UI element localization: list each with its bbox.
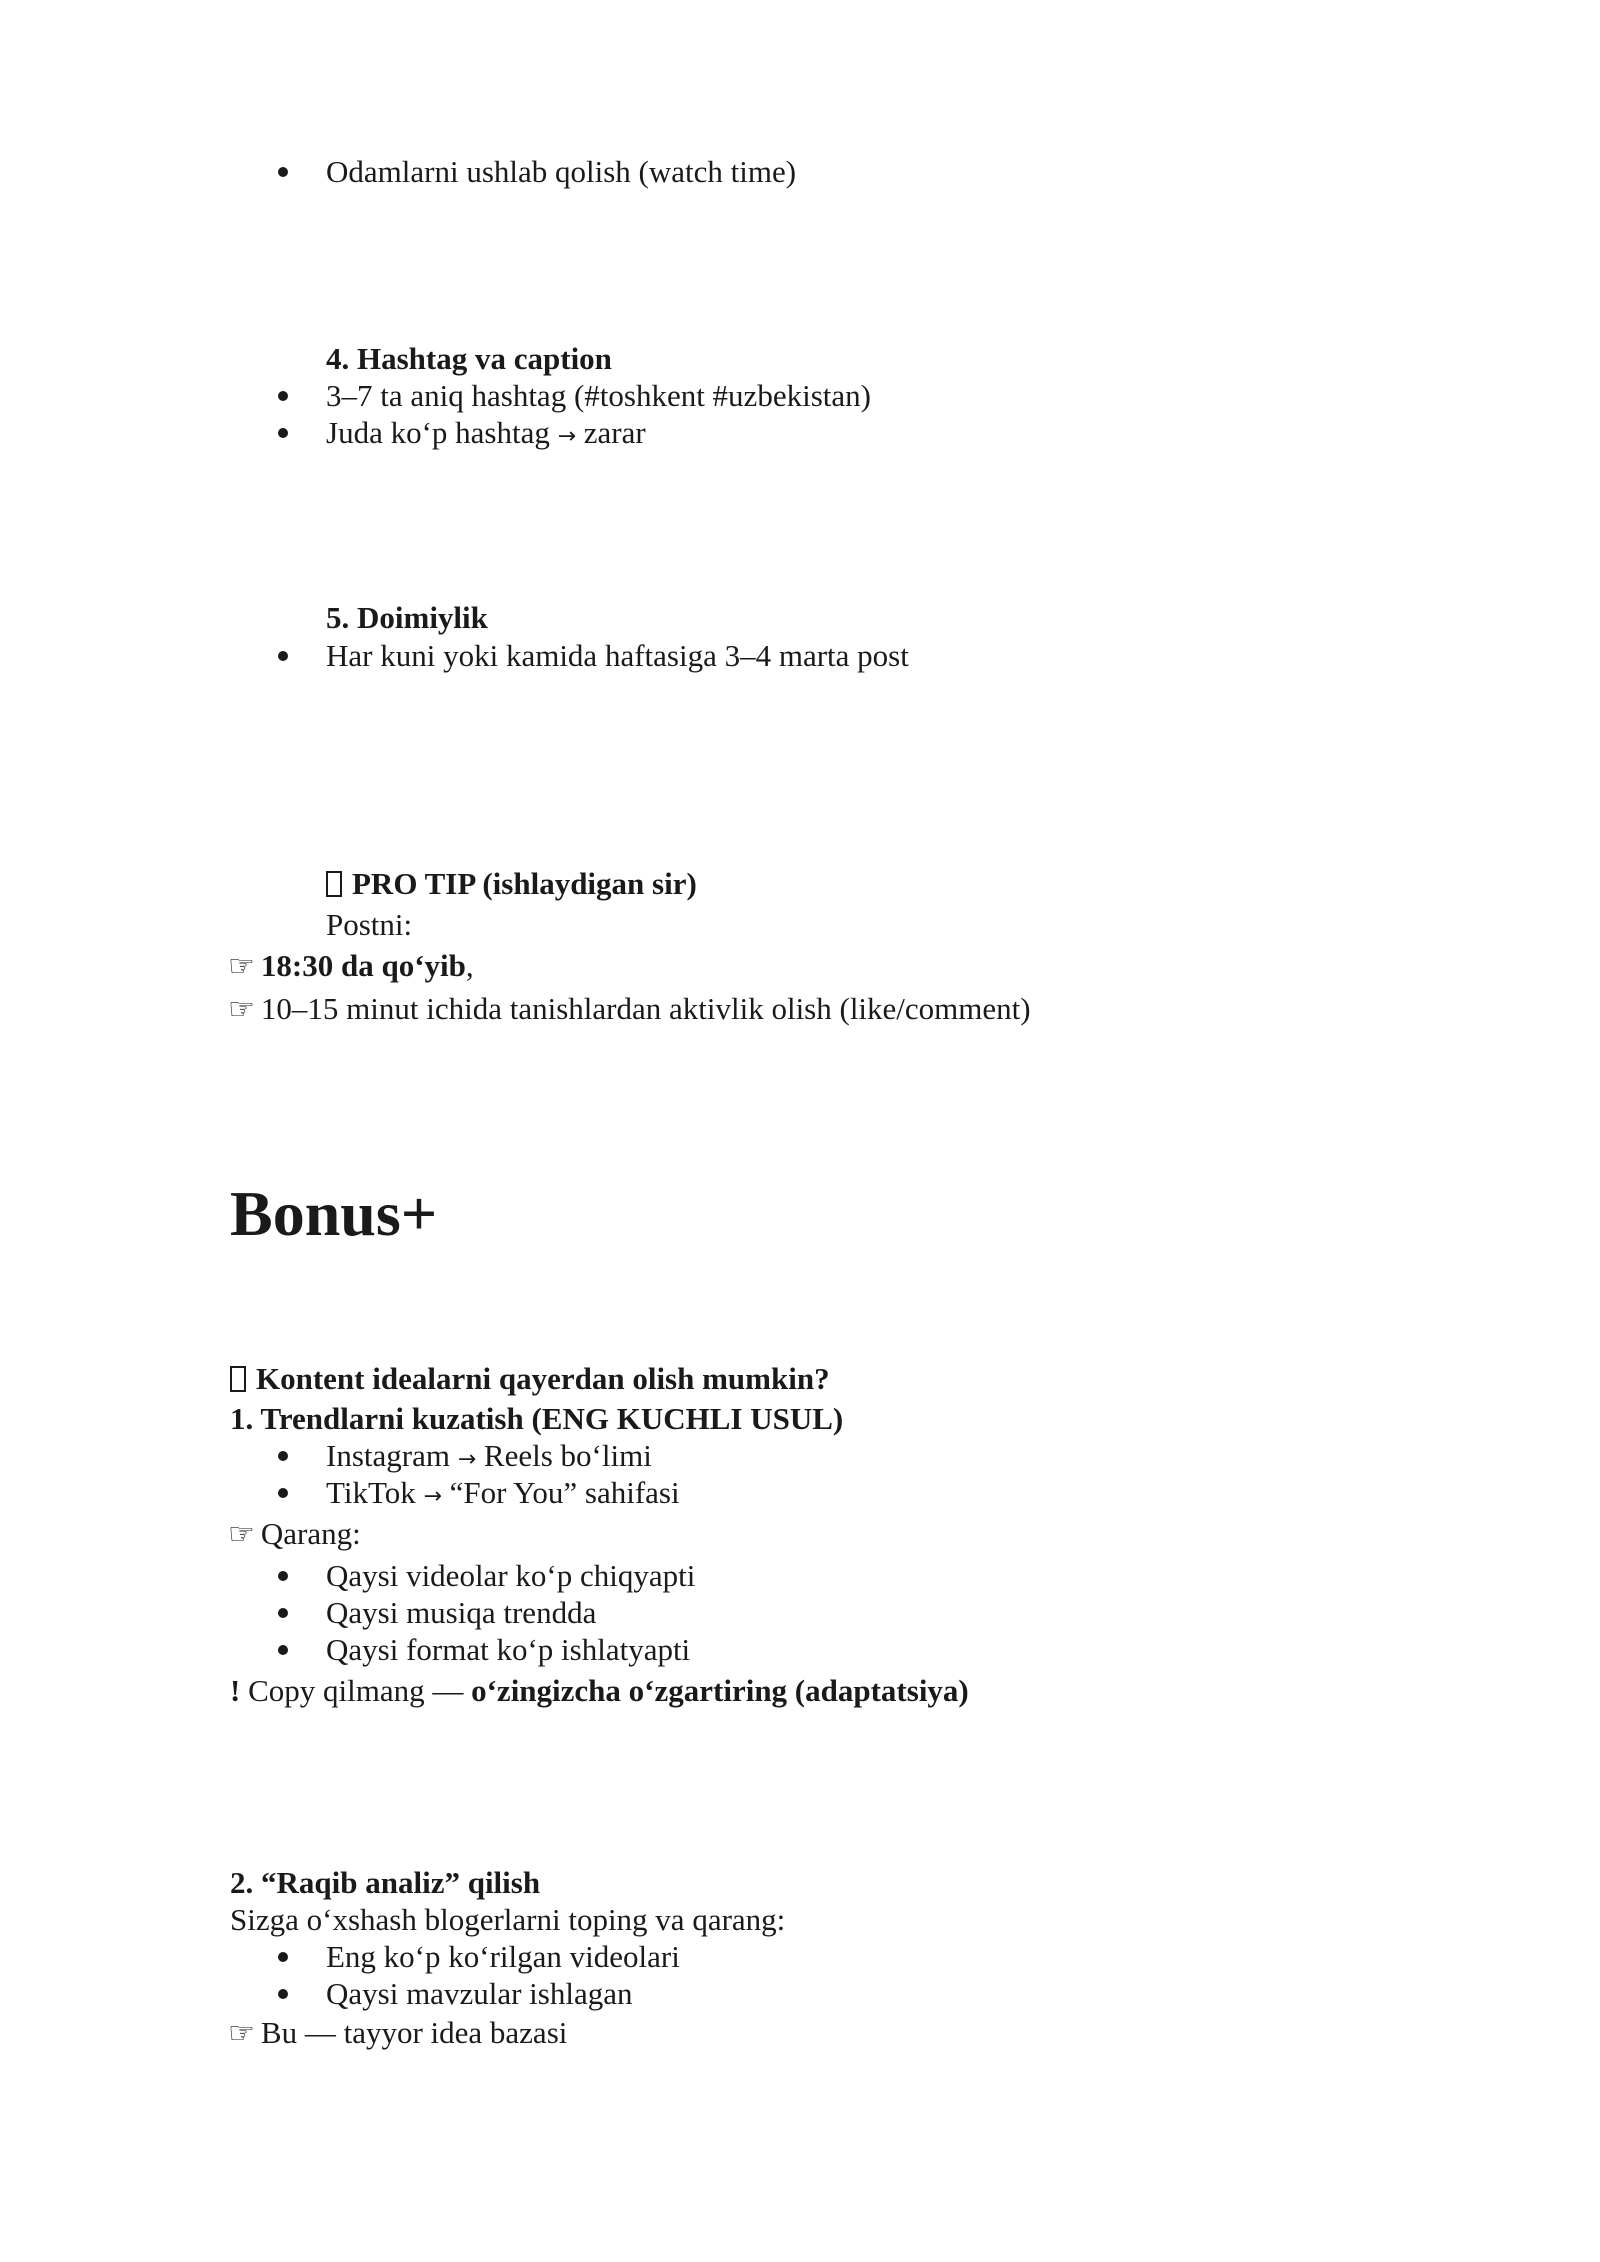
conclusion-line — [228, 2014, 567, 2053]
bullet-dot — [278, 1989, 288, 1999]
paragraph: Sizga oʻxshash blogerlarni toping va qarang: — [230, 1902, 786, 1937]
list-item — [326, 414, 646, 456]
list-item: Har kuni yoki kamida haftasiga 3–4 marta post — [326, 638, 909, 673]
missing-glyph-icon — [230, 1366, 246, 1392]
list-item — [326, 1437, 652, 1479]
section-heading: 5. Doimiylik — [326, 600, 488, 635]
list-item-text: TikTok — [326, 1475, 416, 1510]
bullet-dot — [278, 1488, 288, 1498]
arrow-right-icon: → — [423, 1484, 442, 1509]
section-heading: 2. “Raqib analiz” qilish — [230, 1865, 541, 1900]
protip-heading — [326, 865, 697, 903]
section-heading — [230, 1360, 830, 1398]
bullet-dot — [278, 1571, 288, 1581]
bullet-dot — [278, 1645, 288, 1655]
list-item: Qaysi format koʻp ishlatyapti — [326, 1632, 691, 1667]
list-item: Qaysi videolar koʻp chiqyapti — [326, 1558, 696, 1593]
protip-comma: , — [465, 948, 474, 983]
pointing-hand-icon: ☞ — [228, 2016, 255, 2051]
list-item: Odamlarni ushlab qolish (watch time) — [326, 154, 797, 189]
protip-heading-text: PRO TIP (ishlaydigan sir) — [352, 866, 697, 901]
list-item-text: zarar — [583, 415, 646, 450]
list-item: Qaysi musiqa trendda — [326, 1595, 597, 1630]
protip-line — [228, 947, 474, 986]
protip-intro: Postni: — [326, 907, 413, 942]
protip-line — [228, 990, 1031, 1029]
bullet-dot — [278, 651, 288, 661]
warning-line — [230, 1672, 969, 1710]
list-item — [326, 1474, 680, 1516]
conclusion-text: Bu — tayyor idea bazasi — [260, 2015, 568, 2050]
exclamation-icon: ! — [230, 1673, 241, 1708]
bullet-dot — [278, 391, 288, 401]
list-item: Eng koʻp koʻrilgan videolari — [326, 1939, 680, 1974]
bullet-dot — [278, 1451, 288, 1461]
bullet-dot — [278, 428, 288, 438]
protip-time: 18:30 da qoʻyib — [260, 948, 466, 983]
page-title: Bonus+ — [230, 1178, 438, 1249]
warning-emphasis: oʻzingizcha oʻzgartiring (adaptatsiya) — [471, 1673, 969, 1708]
pointing-hand-icon: ☞ — [228, 949, 255, 984]
warning-text: Copy qilmang — — [248, 1673, 464, 1708]
pointing-hand-icon: ☞ — [228, 992, 255, 1027]
bullet-dot — [278, 167, 288, 177]
list-item-text: “For You” sahifasi — [449, 1475, 680, 1510]
list-item-text: Juda koʻp hashtag — [326, 415, 550, 450]
list-item: 3–7 ta aniq hashtag (#toshkent #uzbekistan) — [326, 378, 871, 413]
pointing-hand-icon: ☞ — [228, 1517, 255, 1552]
question-text: Kontent idealarni qayerdan olish mumkin? — [256, 1361, 830, 1396]
qarang-text: Qarang: — [260, 1516, 361, 1551]
arrow-right-icon: → — [557, 424, 577, 449]
list-item: Qaysi mavzular ishlagan — [326, 1976, 633, 2011]
bullet-dot — [278, 1952, 288, 1962]
list-item-text: Reels boʻlimi — [483, 1438, 652, 1473]
section-heading: 1. Trendlarni kuzatish (ENG KUCHLI USUL) — [230, 1401, 844, 1436]
arrow-right-icon: → — [457, 1447, 477, 1472]
qarang-line — [228, 1515, 361, 1554]
protip-line-text: 10–15 minut ichida tanishlardan aktivlik olish (like/comment) — [260, 991, 1031, 1026]
bullet-dot — [278, 1608, 288, 1618]
section-heading: 4. Hashtag va caption — [326, 341, 612, 376]
missing-glyph-icon — [326, 871, 342, 897]
list-item-text: Instagram — [326, 1438, 450, 1473]
